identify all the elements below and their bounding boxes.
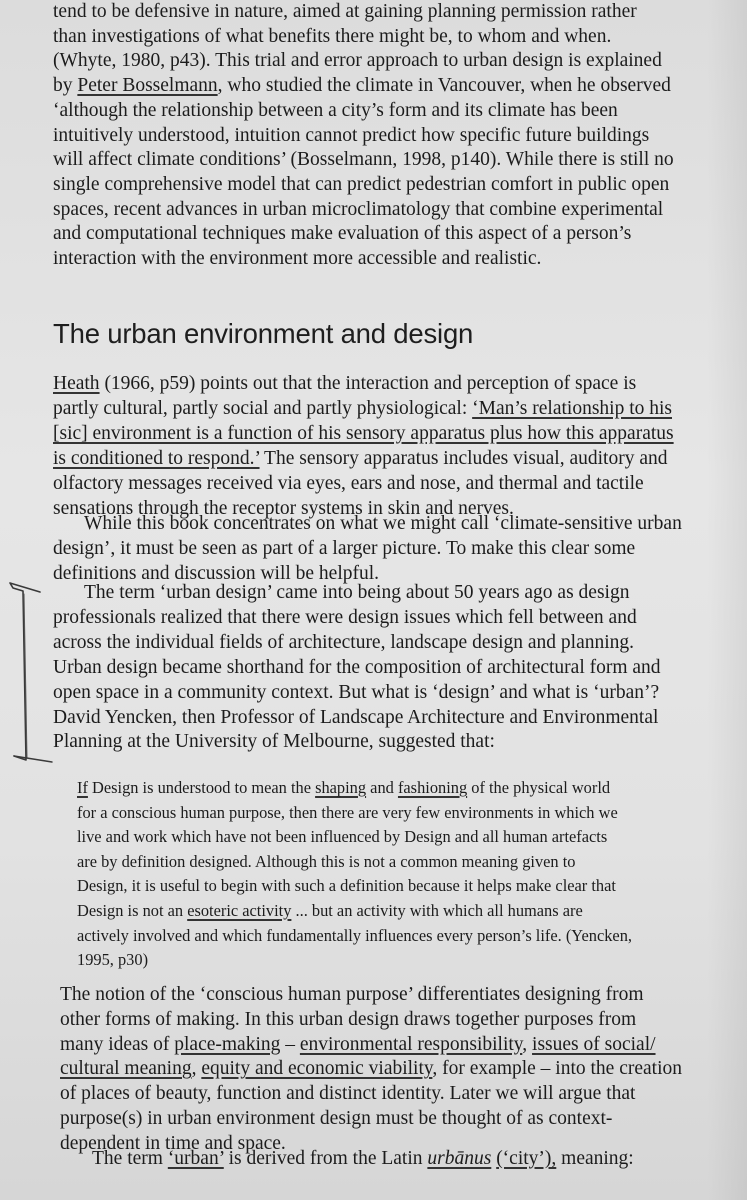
bracket-bottom-tick bbox=[14, 756, 52, 762]
text-line: 1995, p30) bbox=[77, 950, 149, 970]
text-line bbox=[53, 372, 693, 397]
underlined-phrase: cultural meaning bbox=[60, 1058, 192, 1080]
text-line bbox=[77, 776, 671, 801]
text-line: The notion of the ‘conscious human purpose’ differentiates designing from bbox=[60, 984, 644, 1005]
underlined-quote-line: [sic] environment is a function of his sensory apparatus plus how this apparatus bbox=[53, 422, 674, 444]
text-run: by bbox=[53, 75, 78, 97]
text-line: David Yencken, then Professor of Landscape Architecture and Environmental bbox=[53, 706, 659, 728]
paragraph-climate-sensitive bbox=[53, 512, 693, 587]
text-line: (Whyte, 1980, p43). This trial and error approach to urban design is explained bbox=[53, 50, 662, 72]
underlined-word: If bbox=[77, 778, 88, 797]
underlined-word: (‘city’), bbox=[496, 1148, 557, 1169]
text-run: , who studied the climate in Vancouver, when he observed bbox=[217, 75, 671, 97]
text-line: Design, it is useful to begin with such a definition because it helps make clear that bbox=[77, 876, 616, 896]
underlined-word: fashioning bbox=[397, 778, 468, 797]
text-run: ... but an activity with which all humans are bbox=[291, 900, 583, 920]
text-run: , bbox=[522, 1033, 533, 1055]
text-run: and bbox=[366, 778, 398, 797]
text-line bbox=[53, 74, 691, 99]
text-run: meaning: bbox=[556, 1148, 634, 1169]
text-line: Planning at the University of Melbourne, suggested that: bbox=[53, 731, 495, 753]
text-line: While this book concentrates on what we might call ‘climate-sensitive urban bbox=[84, 513, 682, 534]
text-line: ‘although the relationship between a city’s form and its climate has been bbox=[53, 99, 618, 121]
underlined-italic-word: urbānus bbox=[427, 1148, 492, 1169]
text-line bbox=[53, 397, 693, 422]
section-heading: The urban environment and design bbox=[53, 318, 474, 349]
paragraph-term-urban bbox=[92, 1147, 692, 1172]
underlined-quote: is conditioned to respond.’ bbox=[53, 447, 260, 469]
text-run: The term bbox=[92, 1148, 168, 1169]
bracket-stroke bbox=[10, 583, 40, 760]
underlined-phrase: place-making bbox=[174, 1033, 281, 1055]
text-line: actively involved and which fundamentally influences every person’s life. (Yencken, bbox=[77, 925, 632, 945]
underlined-name-bosselmann: Peter Bosselmann bbox=[77, 75, 218, 97]
text-line: open space in a community context. But what is ‘design’ and what is ‘urban’? bbox=[53, 681, 660, 703]
text-line bbox=[92, 1147, 692, 1172]
text-line: The term ‘urban design’ came into being about 50 years ago as design bbox=[84, 582, 630, 603]
text-line: across the individual fields of architecture, landscape design and planning. bbox=[53, 631, 635, 653]
underlined-word: shaping bbox=[315, 778, 367, 797]
text-line: than investigations of what benefits there might be, to whom and when. bbox=[53, 25, 612, 47]
underlined-phrase: esoteric activity bbox=[187, 900, 292, 920]
paragraph-conscious-purpose bbox=[60, 983, 692, 1157]
text-line: interaction with the environment more accessible and realistic. bbox=[53, 248, 542, 270]
underlined-phrase: environmental responsibility bbox=[299, 1033, 523, 1055]
underlined-phrase: equity and economic viability bbox=[201, 1058, 433, 1080]
text-line bbox=[53, 447, 693, 472]
page-edge-shadow bbox=[707, 0, 747, 1200]
text-line: intuitively understood, intuition cannot predict how specific future buildings bbox=[53, 124, 650, 146]
paragraph-urban-design-term bbox=[53, 581, 693, 755]
text-run: (1966, p59) points out that the interaction and perception of space is bbox=[99, 373, 637, 394]
text-line: for a conscious human purpose, then there are very few environments in which we bbox=[77, 802, 618, 822]
text-line: dependent in time and space. bbox=[60, 1132, 286, 1154]
text-line bbox=[77, 899, 671, 924]
text-line: other forms of making. In this urban design draws together purposes from bbox=[60, 1008, 637, 1030]
text-line bbox=[60, 1033, 692, 1058]
text-run: , bbox=[191, 1058, 202, 1080]
underlined-word: ‘urban’ bbox=[167, 1148, 224, 1169]
text-line: live and work which have not been influenced by Design and all human artefacts bbox=[77, 827, 608, 847]
text-line: olfactory messages received via eyes, ears and nose, and thermal and tactile bbox=[53, 472, 644, 494]
text-line: sensations through the receptor systems in skin and nerves. bbox=[53, 497, 514, 519]
text-line: definitions and discussion will be helpful. bbox=[53, 562, 380, 584]
text-line: purpose(s) in urban environment design must be thought of as context- bbox=[60, 1107, 613, 1129]
text-line: spaces, recent advances in urban microclimatology that combine experimental bbox=[53, 198, 664, 220]
text-run: Design is not an bbox=[77, 900, 188, 920]
text-run: – bbox=[280, 1033, 300, 1055]
text-line bbox=[60, 1057, 692, 1082]
text-line: are by definition designed. Although this is not a common meaning given to bbox=[77, 851, 576, 871]
opening-paragraph bbox=[53, 0, 691, 272]
bracket-stroke-2 bbox=[24, 594, 27, 758]
text-line: professionals realized that there were design issues which fell between and bbox=[53, 606, 637, 628]
text-line: Urban design became shorthand for the composition of architectural form and bbox=[53, 656, 661, 678]
text-run: many ideas of bbox=[60, 1033, 175, 1055]
text-line: of places of beauty, function and distinct identity. Later we will argue that bbox=[60, 1083, 636, 1105]
text-run: is derived from the Latin bbox=[223, 1148, 428, 1169]
block-quote-yencken bbox=[77, 776, 671, 973]
text-run: of the physical world bbox=[467, 778, 611, 797]
text-line: will affect climate conditions’ (Bosselmann, 1998, p140). While there is still no bbox=[53, 149, 674, 171]
underlined-quote: ‘Man’s relationship to his bbox=[472, 397, 672, 419]
text-run: Design is understood to mean the bbox=[87, 778, 316, 797]
text-line: single comprehensive model that can predict pedestrian comfort in public open bbox=[53, 173, 670, 195]
text-line: and computational techniques make evaluation of this aspect of a person’s bbox=[53, 223, 632, 245]
text-run: , for example – into the creation bbox=[432, 1058, 683, 1080]
text-run: partly cultural, partly social and partly physiological: bbox=[53, 397, 473, 419]
paragraph-heath bbox=[53, 372, 693, 521]
underlined-phrase: issues of social/ bbox=[532, 1033, 656, 1055]
underlined-name-heath: Heath bbox=[53, 373, 100, 394]
text-line: tend to be defensive in nature, aimed at gaining planning permission rather bbox=[53, 1, 637, 22]
text-line: design’, it must be seen as part of a larger picture. To make this clear some bbox=[53, 537, 636, 559]
text-run: The sensory apparatus includes visual, auditory and bbox=[259, 447, 668, 469]
